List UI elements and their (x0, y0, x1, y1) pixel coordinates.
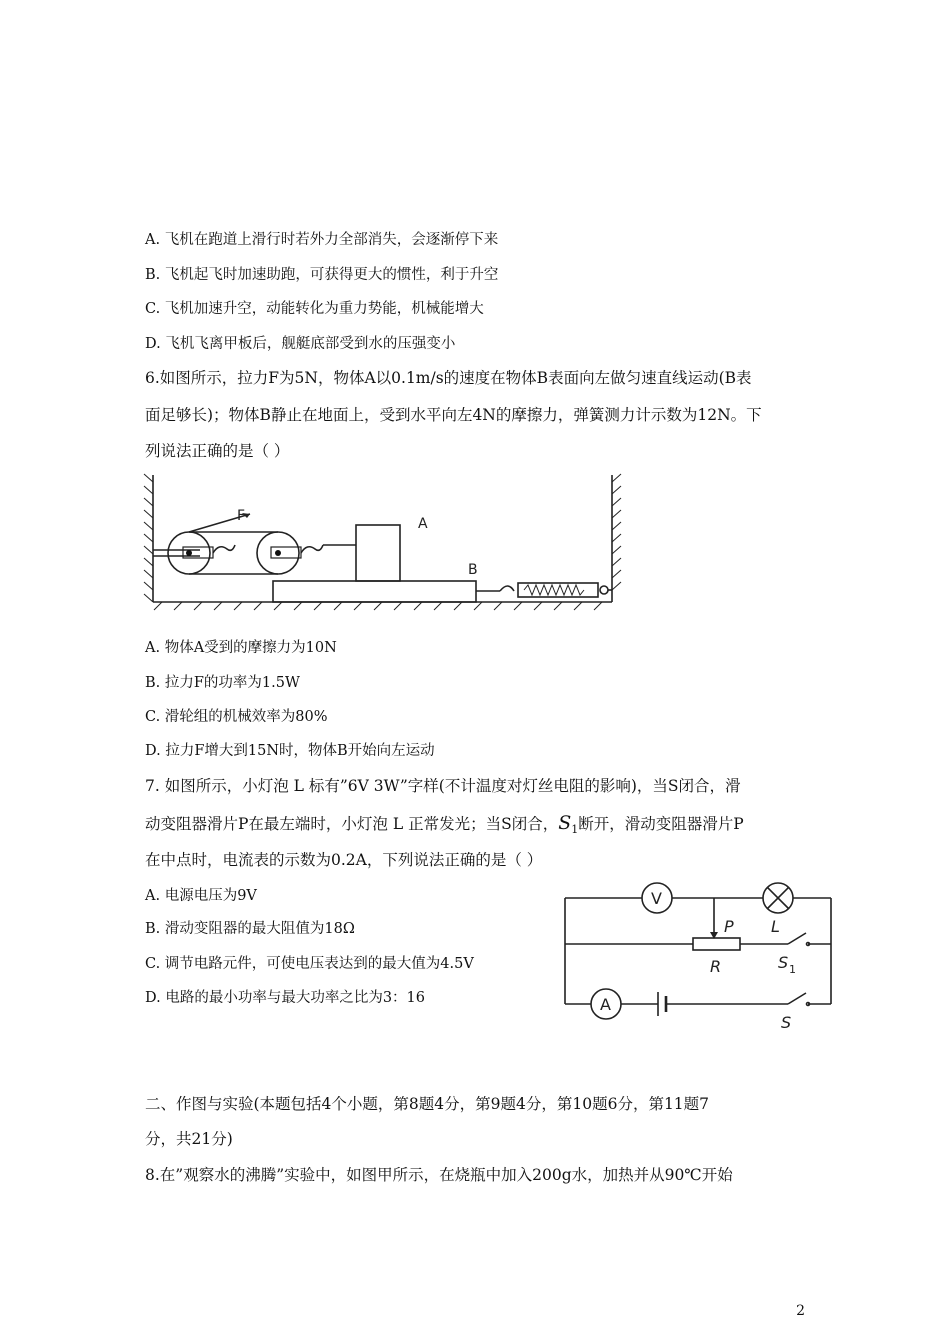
q6-stem-line-2: 面足够长)；物体B静止在地面上，受到水平向左4N的摩擦力，弹簧测力计示数为12N。下 (145, 406, 762, 424)
label-f: F (237, 508, 246, 524)
q6-option-d: D. 拉力F增大到15N时，物体B开始向左运动 (145, 743, 435, 759)
q7-stem-line-2 (145, 813, 744, 840)
q7-line2-pre: 动变阻器滑片P在最左端时，小灯泡 L 正常发光；当S闭合， (145, 815, 559, 833)
switch-s-label: S (781, 1013, 792, 1032)
section-2-heading-line-1: 二、作图与实验(本题包括4个小题，第8题4分，第9题4分，第10题6分，第11题7 (145, 1095, 710, 1113)
q7-line2-post: 断开，滑动变阻器滑片P (578, 815, 744, 833)
switch-s (788, 993, 806, 1004)
page-number: 2 (796, 1303, 805, 1319)
q7-circuit-diagram (560, 875, 840, 1035)
q7-option-c: C. 调节电路元件，可使电压表达到的最大值为4.5V (145, 956, 474, 972)
q5-option-c: C. 飞机加速升空，动能转化为重力势能，机械能增大 (145, 301, 484, 317)
switch-s1 (788, 933, 806, 944)
switch-s1-label: S (778, 953, 789, 972)
q6-stem-line-1: 6.如图所示，拉力F为5N，物体A以0.1m/s的速度在物体B表面向左做匀速直线运动(B表 (145, 369, 752, 387)
label-b: B (468, 562, 478, 578)
ammeter-label: A (600, 995, 611, 1014)
s1-symbol: S (558, 812, 572, 834)
block-a (356, 525, 400, 581)
resistor-label: R (710, 957, 722, 976)
q7-option-a: A. 电源电压为9V (145, 888, 257, 904)
rheostat (693, 938, 740, 950)
q6-option-a: A. 物体A受到的摩擦力为10N (145, 640, 337, 656)
s1-subscript: 1 (571, 823, 579, 837)
ground-hatch (154, 602, 602, 610)
slider-label: P (724, 917, 734, 936)
left-wall-hatch (144, 474, 153, 602)
q5-option-a: A. 飞机在跑道上滑行时若外力全部消失，会逐渐停下来 (145, 232, 499, 248)
q7-stem-line-1: 7. 如图所示，小灯泡 L 标有”6V 3W”字样(不计温度对灯丝电阻的影响)，当S闭合，滑 (145, 777, 741, 795)
lamp-label: L (771, 917, 780, 936)
q5-option-d: D. 飞机飞离甲板后，舰艇底部受到水的压强变小 (145, 336, 456, 352)
q6-option-b: B. 拉力F的功率为1.5W (145, 675, 300, 691)
q7-stem-line-3: 在中点时，电流表的示数为0.2A，下列说法正确的是（ ） (145, 851, 543, 869)
block-b (273, 581, 476, 602)
voltmeter-label: V (651, 889, 662, 908)
q7-option-b: B. 滑动变阻器的最大阻值为18Ω (145, 921, 355, 937)
label-a: A (418, 516, 428, 532)
right-wall-hatch (612, 474, 621, 590)
q5-option-b: B. 飞机起飞时加速助跑，可获得更大的惯性，利于升空 (145, 267, 499, 283)
q6-stem-line-3: 列说法正确的是（ ） (145, 442, 290, 460)
q6-pulley-figure (140, 470, 630, 615)
q7-option-d: D. 电路的最小功率与最大功率之比为3：16 (145, 990, 426, 1006)
q8-stem-line-1: 8.在”观察水的沸腾”实验中，如图甲所示，在烧瓶中加入200g水，加热并从90℃开始 (145, 1166, 733, 1184)
switch-s1-subscript: 1 (789, 963, 796, 976)
section-2-heading-line-2: 分，共21分) (145, 1130, 233, 1148)
q6-option-c: C. 滑轮组的机械效率为80% (145, 709, 328, 725)
